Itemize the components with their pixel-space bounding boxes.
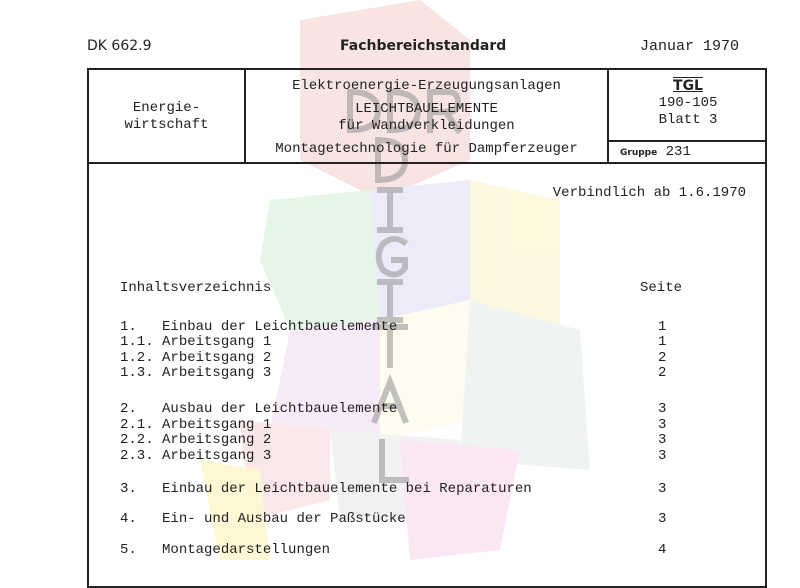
toc-page: 4: [658, 542, 667, 558]
field-tgl: [609, 78, 767, 129]
toc-page: 1: [658, 319, 667, 335]
toc-entry: [120, 482, 532, 498]
toc-entry: [120, 512, 406, 528]
tgl-logo: TGL: [673, 78, 703, 94]
toc-title: Inhaltsverzeichnis: [120, 280, 272, 296]
toc-text: Arbeitsgang 2: [162, 432, 272, 448]
dk-number: DK 662.9: [87, 38, 152, 54]
toc-page-header: Seite: [640, 280, 683, 296]
document-type: Fachbereichstandard: [340, 38, 507, 54]
toc-page: 3: [658, 448, 667, 464]
sheet-number: Blatt 3: [658, 112, 718, 128]
title-line: LEICHTBAUELEMENTE: [355, 101, 498, 117]
toc-text: Einbau der Leichtbauelemente bei Reparaturen: [162, 481, 532, 497]
toc-text: Arbeitsgang 1: [162, 417, 272, 433]
gruppe: [620, 144, 691, 160]
toc-text: Montagedarstellungen: [162, 542, 331, 558]
toc-number: 2.: [120, 401, 163, 417]
toc-page: 3: [658, 401, 667, 417]
field-left: [89, 100, 244, 134]
toc-entry: [120, 543, 330, 559]
toc-number: 1.: [120, 319, 163, 335]
toc-text: Arbeitsgang 3: [162, 365, 272, 381]
field-title: [246, 78, 607, 158]
toc-text: Arbeitsgang 2: [162, 350, 272, 366]
standard-number: 190-105: [658, 95, 718, 111]
toc-number: 2.2.: [120, 432, 163, 448]
toc-entry: [120, 433, 271, 449]
toc-number: 1.3.: [120, 365, 163, 381]
toc-page: 3: [658, 511, 667, 527]
divider: [87, 162, 767, 164]
toc-text: Arbeitsgang 1: [162, 334, 272, 350]
toc-text: Ausbau der Leichtbauelemente: [162, 401, 398, 417]
title-line: für Wandverkleidungen: [338, 118, 515, 134]
toc-entry: [120, 402, 397, 418]
toc-page: 3: [658, 417, 667, 433]
toc-text: Arbeitsgang 3: [162, 448, 272, 464]
divider: [608, 140, 767, 142]
title-line: Montagetechnologie für Dampferzeuger: [275, 141, 578, 157]
toc-number: 5.: [120, 542, 163, 558]
toc-number: 3.: [120, 481, 163, 497]
title-line: Elektroenergie-Erzeugungsanlagen: [292, 78, 561, 94]
toc-page: 3: [658, 432, 667, 448]
toc-page: 2: [658, 350, 667, 366]
gruppe-label: Gruppe: [620, 148, 658, 158]
toc-number: 2.1.: [120, 417, 163, 433]
toc-entry: [120, 366, 271, 382]
field-left-line: wirtschaft: [124, 117, 209, 133]
toc-page: 2: [658, 365, 667, 381]
document-date: Januar 1970: [640, 38, 740, 55]
toc-number: 1.1.: [120, 334, 163, 350]
toc-number: 4.: [120, 511, 163, 527]
gruppe-value: 231: [665, 144, 691, 160]
toc-text: Einbau der Leichtbauelemente: [162, 319, 398, 335]
toc-page: 1: [658, 334, 667, 350]
toc-entry: [120, 449, 271, 465]
toc-number: 2.3.: [120, 448, 163, 464]
field-left-line: Energie-: [132, 100, 201, 116]
toc-page: 3: [658, 481, 667, 497]
valid-from: Verbindlich ab 1.6.1970: [552, 185, 746, 201]
toc-text: Ein- und Ausbau der Paßstücke: [162, 511, 406, 527]
toc-entry: [120, 335, 271, 351]
toc-number: 1.2.: [120, 350, 163, 366]
